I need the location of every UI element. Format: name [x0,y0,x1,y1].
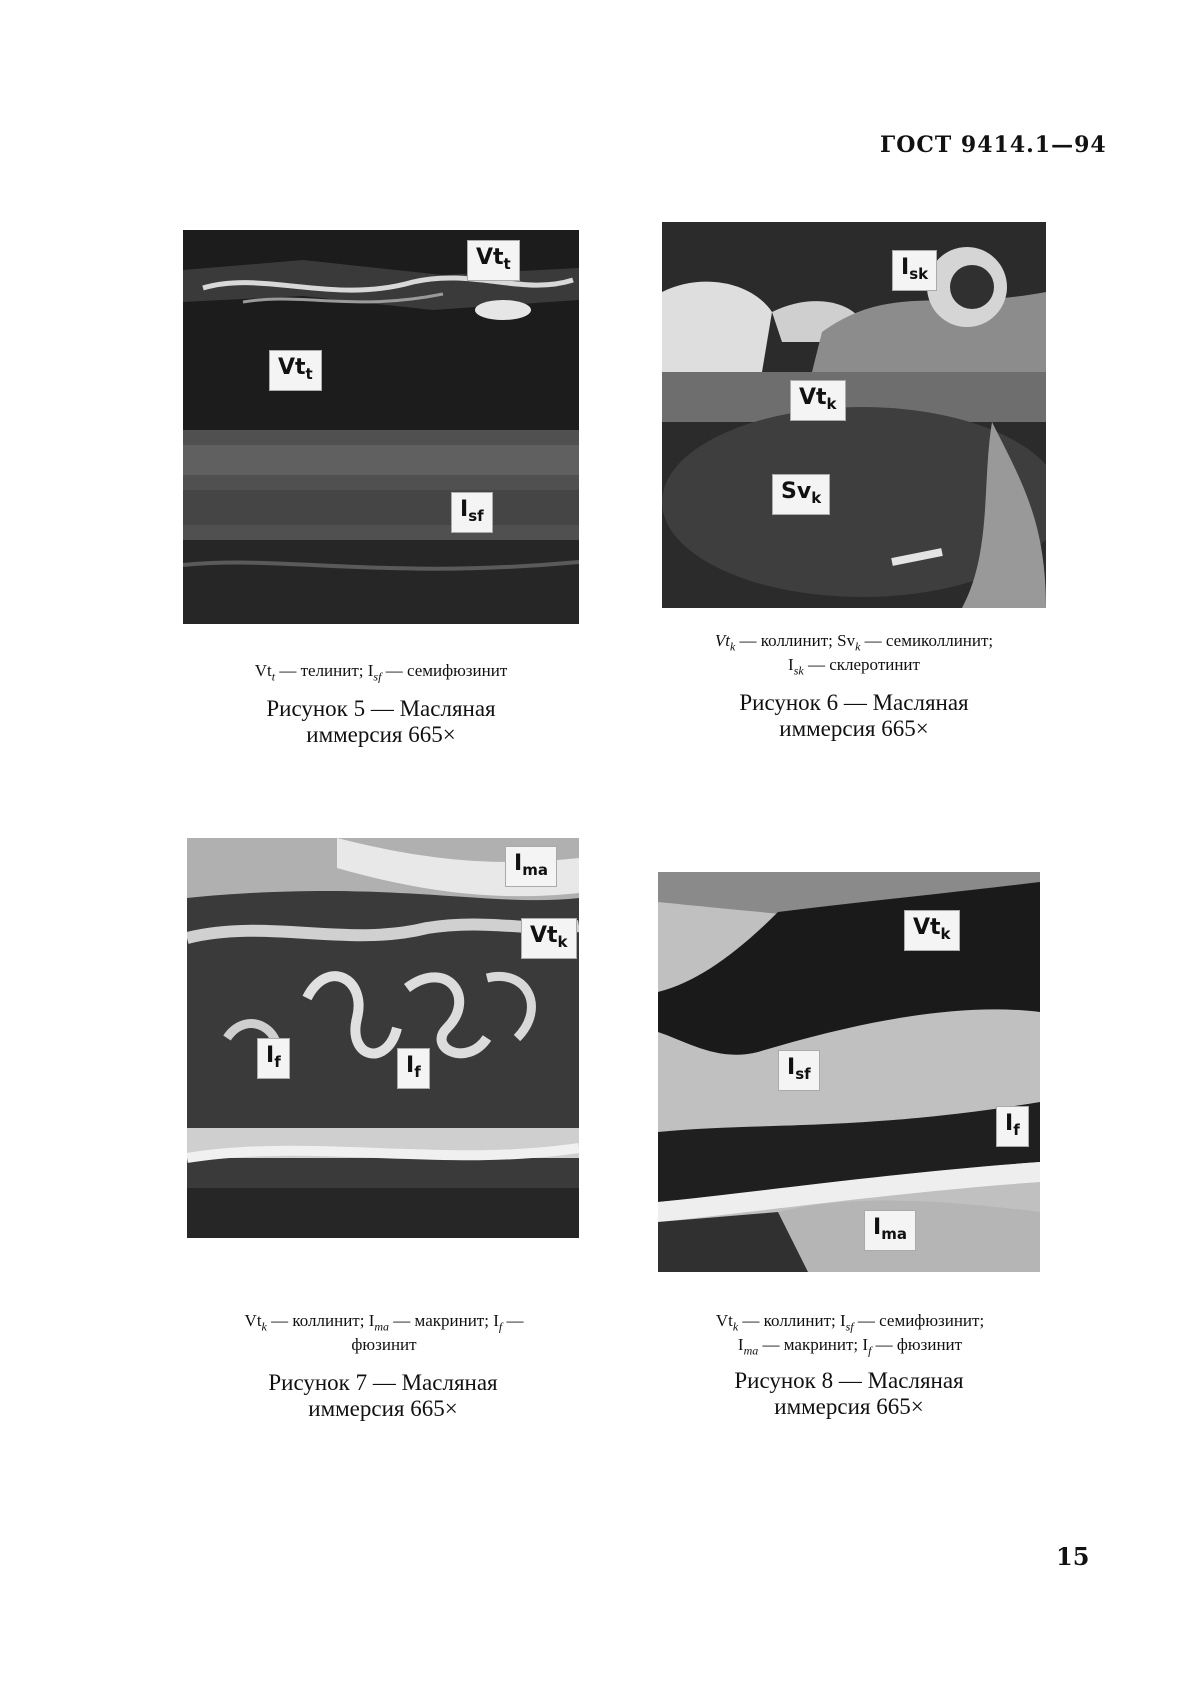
legend-figure-6 [640,630,1068,679]
legend-line-1: $Vt_k$ — коллинит; $Sv_k$ — семиколлинит; [714,631,994,654]
caption-line-1: Рисунок 7 — Масляная [268,1370,498,1395]
caption-line-2: иммерсия 665× [779,716,929,742]
label-vt-k: $Vt_k$ [790,380,846,421]
legend-figure-8 [640,1310,1060,1359]
label-i-f-left: $I_f$ [257,1038,290,1079]
caption-figure-6 [662,690,1046,743]
label-i-f: $I_f$ [996,1106,1029,1147]
label-vt-k: $Vt_k$ [904,910,960,951]
label-vt-t-top: $Vt_t$ [467,240,520,281]
label-i-sf: $I_{sf}$ [451,492,493,533]
document-header: ГОСТ 9414.1—94 [880,132,1107,158]
legend-figure-7 [170,1310,598,1356]
legend-line-1: $Vt_k$ — коллинит; $I_{ma}$ — макринит; $I_f$ — [244,1311,524,1334]
micrograph-figure-5 [183,230,579,624]
label-i-sk: $I_{sk}$ [892,250,937,291]
caption-line-1: Рисунок 6 — Масляная [739,690,969,715]
label-i-f-right: $I_f$ [397,1048,430,1089]
legend-line-2: $I_{sk}$ — склеротинит [788,655,920,678]
legend-line-2: фюзинит [351,1335,417,1355]
label-vt-t: $Vt_t$ [269,350,322,391]
legend-figure-5: $Vt_t$ — телинит; $I_{sf}$ — семифюзинит [254,661,508,684]
label-i-ma: $I_{ma}$ [505,846,557,887]
caption-figure-7 [187,1370,579,1423]
caption-line-2: иммерсия 665× [306,722,456,748]
caption-line-2: иммерсия 665× [308,1396,458,1422]
label-vt-k: $Vt_k$ [521,918,577,959]
caption-line-1: Рисунок 8 — Масляная [734,1368,964,1393]
legend-line-1: $Vt_k$ — коллинит; $I_{sf}$ — семифюзинит; [715,1311,985,1334]
caption-line-2: иммерсия 665× [774,1394,924,1420]
legend-line-2: $I_{ma}$ — макринит; $I_f$ — фюзинит [737,1335,963,1358]
micrograph-figure-8 [658,872,1040,1272]
label-i-ma: $I_{ma}$ [864,1210,916,1251]
page-number: 15 [1056,1542,1090,1571]
caption-figure-5 [183,696,579,749]
caption-figure-8 [658,1368,1040,1421]
micrograph-figure-6 [662,222,1046,608]
label-sv-k: $Sv_k$ [772,474,830,515]
label-i-sf: $I_{sf}$ [778,1050,820,1091]
micrograph-figure-7 [187,838,579,1238]
caption-line-1: Рисунок 5 — Масляная [266,696,496,721]
